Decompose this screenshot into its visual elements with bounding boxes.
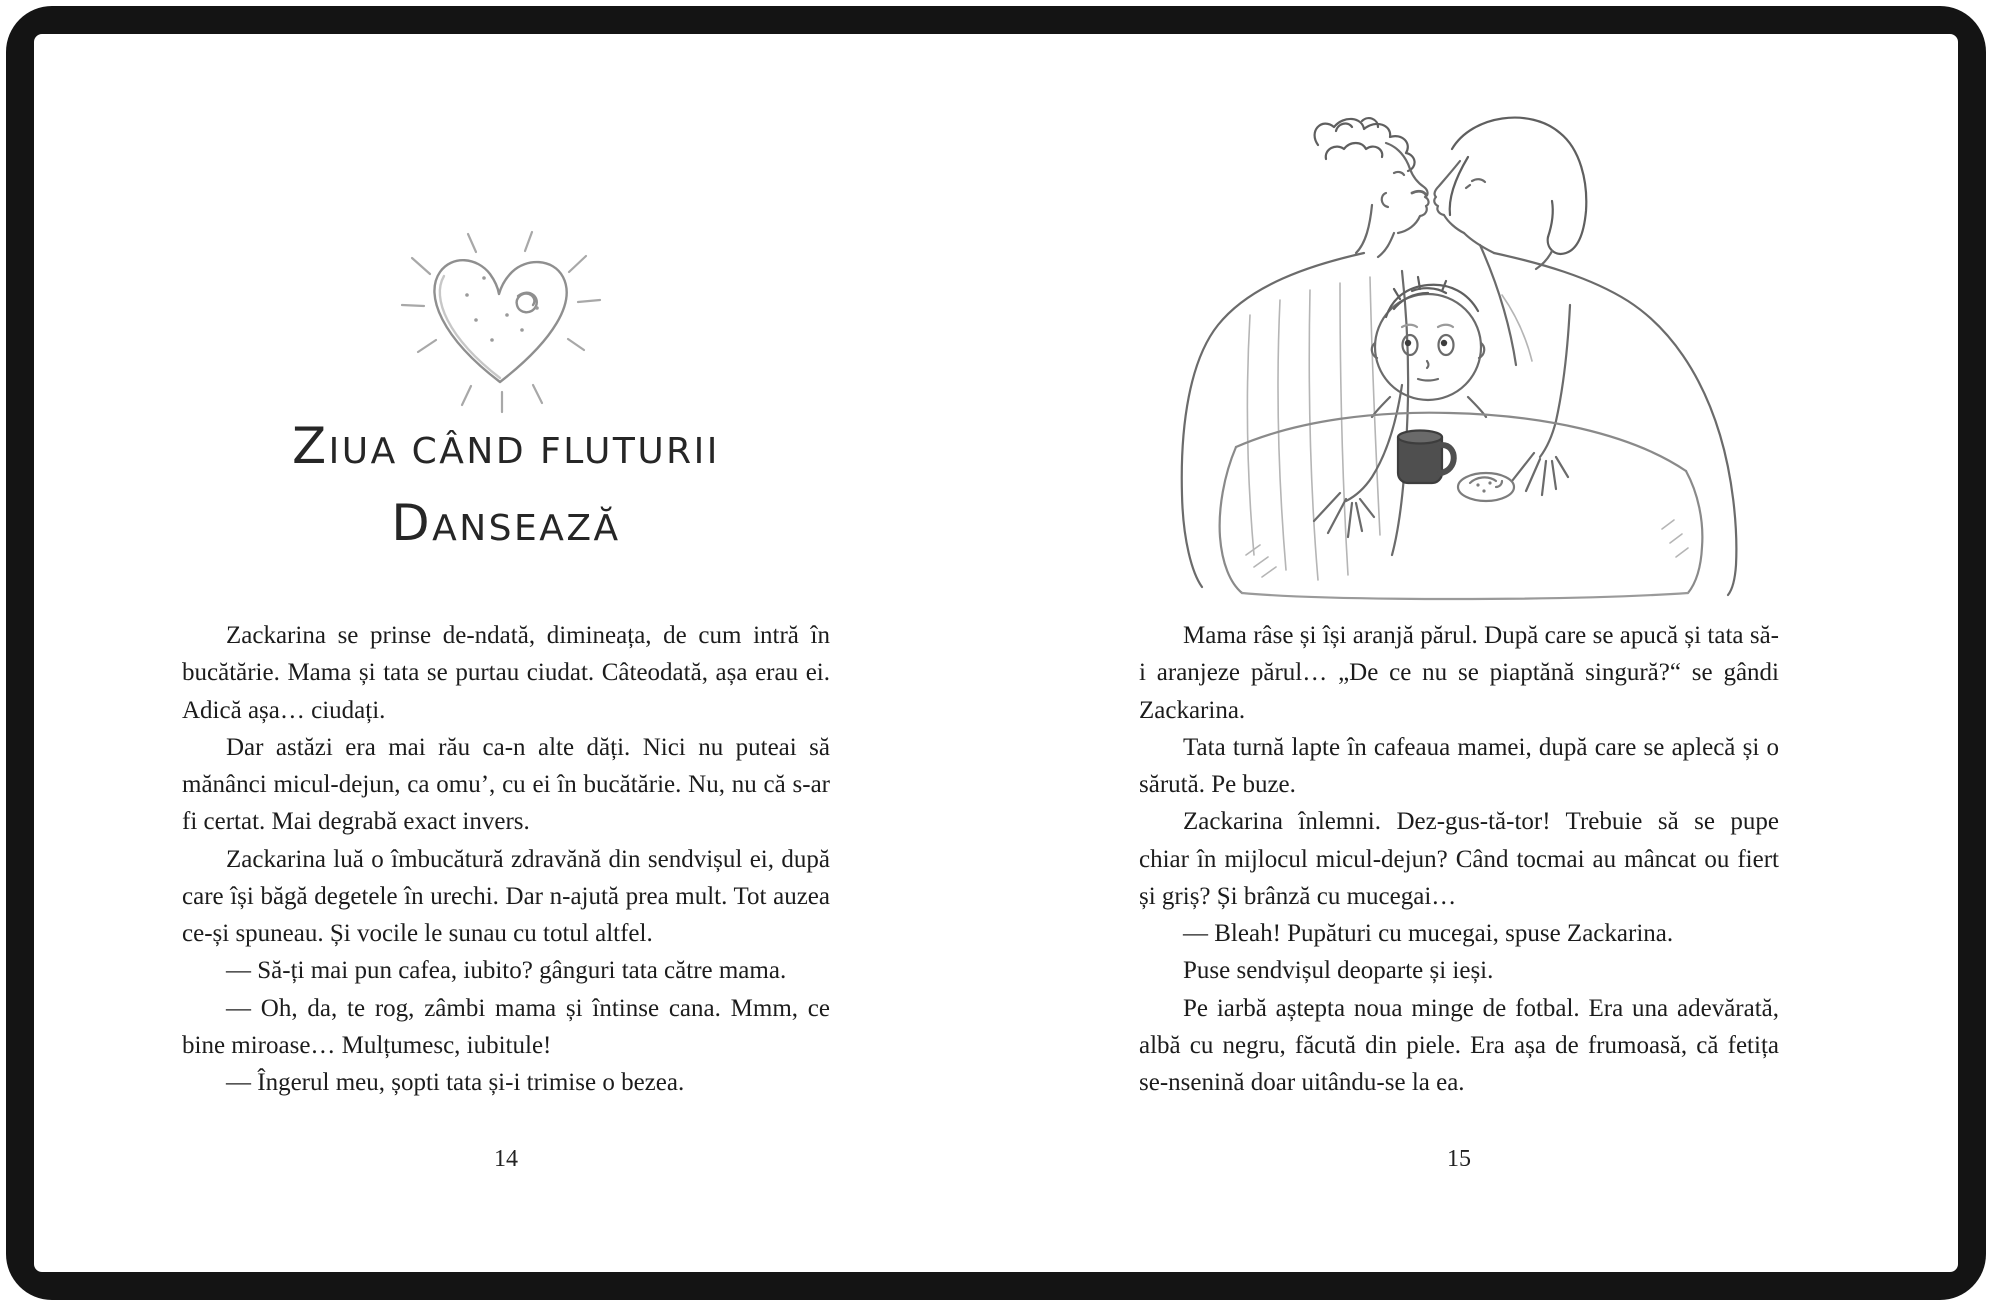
paragraph: Pe iarbă aștepta noua minge de fotbal. Era una adevărată, albă cu negru, făcută din piele. Era așa de frumoasă, că fetița se-nsenină doar uitându-se la ea. bbox=[1139, 994, 1779, 1096]
heart-sketch-illustration bbox=[368, 198, 638, 433]
paragraph: Mama râse și își aranjă părul. După care se apucă și tata să-i aranjeze părul… „De ce nu se piaptănă singură?“ se gândi Zackarina. bbox=[1139, 622, 1779, 724]
paragraph: Zackarina luă o îmbucătură zdravănă din sendvișul ei, după care își băgă degetele în urechi. Dar n-ajută prea mult. Tot auzea ce-și spuneau. Și vocile le sunau cu totul altfel. bbox=[182, 845, 830, 947]
paragraph: Puse sendvișul deoparte și ieși. bbox=[1183, 957, 1494, 985]
left-page-text bbox=[182, 617, 830, 1101]
paragraph: — Bleah! Pupături cu mucegai, spuse Zackarina. bbox=[1183, 920, 1674, 947]
chapter-title bbox=[182, 408, 830, 562]
chapter-title-line-2: DANSEAZĂ bbox=[391, 494, 621, 553]
paragraph: Dar astăzi era mai rău ca-n alte dăți. Nici nu puteai să mănânci micul-dejun, ca omu’, cu ei în bucătărie. Nu, nu că s-ar fi certat. Mai degrabă exact invers. bbox=[182, 733, 830, 836]
page-number-right: 15 bbox=[1447, 1146, 1471, 1172]
chapter-title-line-1: ZIUA CÂND FLUTURII bbox=[292, 417, 720, 475]
paragraph: — Oh, da, te rog, zâmbi mama și întinse cana. Mmm, ce bine miroase… Mulțumesc, iubitule! bbox=[182, 994, 830, 1059]
paragraph: — Îngerul meu, șopti tata și-i trimise o bezea. bbox=[226, 1069, 685, 1096]
paragraph: Zackarina înlemni. Dez-gus-tă-tor! Trebuie să se pupe chiar în mijlocul micul-dejun? Când tocmai au mâncat ou fiert și griș? Și brânză cu mucegai… bbox=[1139, 808, 1779, 910]
paragraph: Zackarina se prinse de-ndată, dimineața, de cum intră în bucătărie. Mama și tata se purtau ciudat. Câteodată, așa erau ei. Adică așa… ciudați. bbox=[182, 622, 830, 724]
paragraph: Tata turnă lapte în cafeaua mamei, după care se aplecă și o sărută. Pe buze. bbox=[1139, 733, 1779, 798]
paragraph: — Să-ți mai pun cafea, iubito? gânguri tata către mama. bbox=[226, 957, 787, 985]
right-page-text bbox=[1139, 617, 1779, 1101]
page-number-left: 14 bbox=[494, 1146, 518, 1172]
family-breakfast-illustration bbox=[1150, 85, 1790, 605]
